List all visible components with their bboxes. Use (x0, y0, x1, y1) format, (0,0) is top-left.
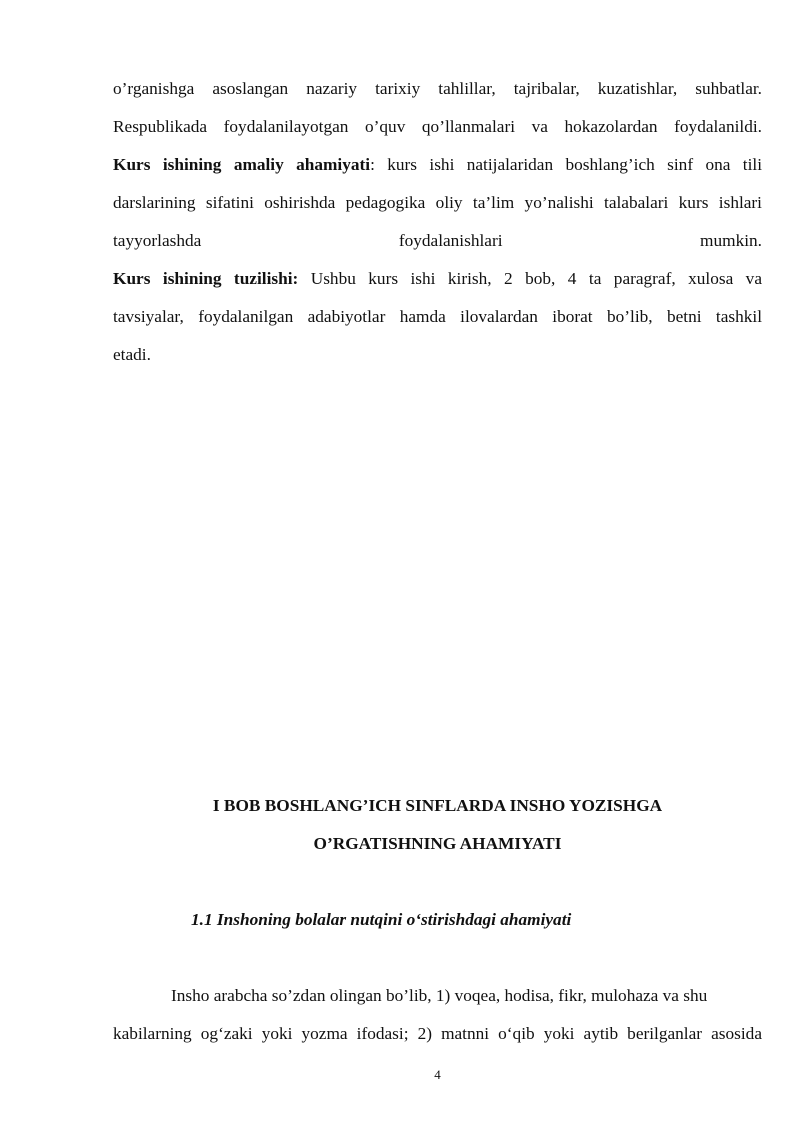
page-number: 4 (434, 1067, 441, 1082)
paragraph-line: o’rganishga asoslangan nazariy tarixiy tahlillar, tajribalar, kuzatishlar, suhbatlar. (113, 79, 762, 98)
body-line: Insho arabcha so’zdan olingan bo’lib, 1) voqea, hodisa, fikr, mulohaza va shu (171, 986, 708, 1005)
structure-line (113, 268, 762, 290)
paragraph-line: tavsiyalar, foydalanilgan adabiyotlar hamda ilovalardan iborat bo’lib, betni tashkil (113, 307, 762, 326)
paragraph-line: Respublikada foydalanilayotgan o’quv qo’llanmalari va hokazolardan foydalanildi. (113, 117, 762, 136)
practical-significance-label: Kurs ishining amaliy ahamiyati (113, 155, 371, 174)
paragraph-line: tayyorlashda foydalanishlari mumkin. (113, 231, 762, 250)
chapter-title-line1: I BOB BOSHLANG’ICH SINFLARDA INSHO YOZISHGA (212, 796, 663, 815)
paragraph-line: darslarining sifatini oshirishda pedagogika oliy ta’lim yo’nalishi talabalari kurs ishlari (113, 193, 762, 212)
structure-text: Ushbu kurs ishi kirish, 2 bob, 4 ta paragraf, xulosa va (298, 269, 762, 288)
paragraph-line: etadi. (113, 345, 151, 364)
practical-significance-line (113, 154, 762, 176)
practical-significance-text: : kurs ishi natijalaridan boshlang’ich sinf ona tili (370, 155, 763, 174)
section-title: 1.1 Inshoning bolalar nutqini o‘stirishdagi ahamiyati (191, 910, 572, 929)
body-line: kabilarning og‘zaki yoki yozma ifodasi; 2) matnni o‘qib yoki aytib berilganlar asosida (113, 1024, 762, 1043)
structure-label: Kurs ishining tuzilishi: (113, 269, 299, 288)
chapter-title-line2: O’RGATISHNING AHAMIYATI (313, 834, 562, 853)
